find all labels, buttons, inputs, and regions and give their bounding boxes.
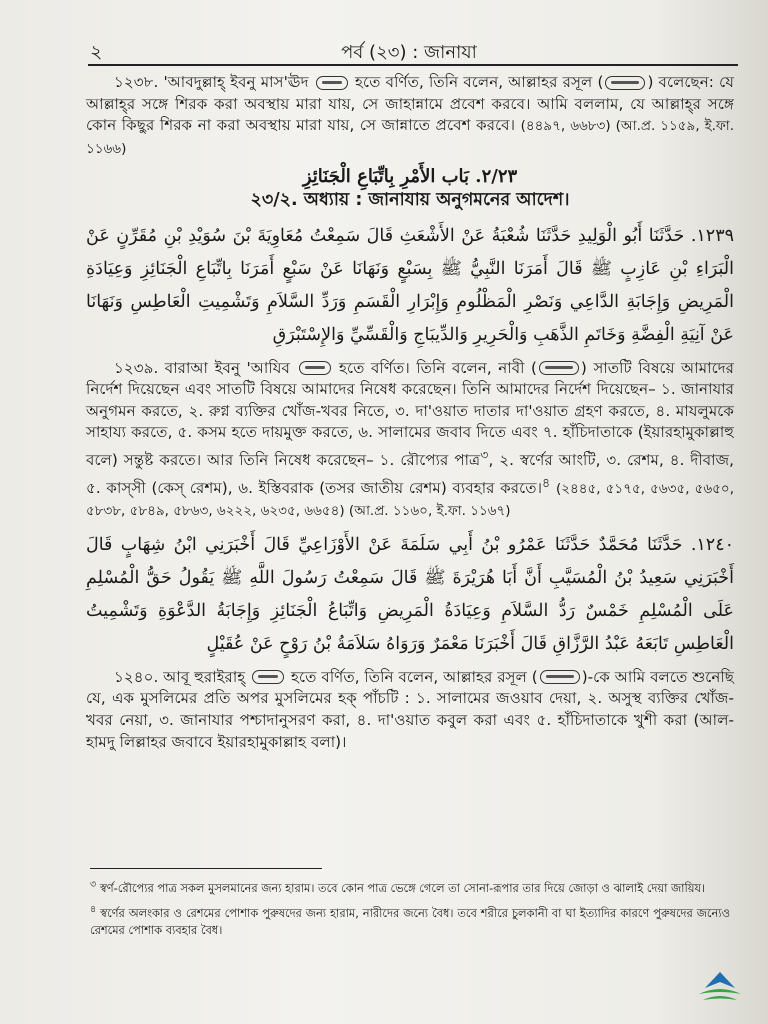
hadith-1238-refs: (৪৪৯৭, ৬৬৮৩) (আ.প্র. ১১৫৯, ই.ফা. ১১৬৬) — [86, 118, 735, 157]
footnotes — [90, 876, 730, 943]
hadith-1240-arabic: ١٢٤٠. حَدَّثَنَا مُحَمَّدٌ حَدَّثَنَا عَمْرُو بْنُ أَبِي سَلَمَةَ عَنْ الأَوْزَاعِيِّ قَالَ أَخْبَرَنِي ابْنُ شِهَابٍ قَالَ أَخْبَرَنِي سَعِيدُ بْنُ الْمُسَيَّبِ أَنَّ أَبَا هُرَيْرَةَ ﷺ قَالَ سَمِعْتُ رَسُولَ اللَّهِ ﷺ يَقُولُ حَقُّ الْمُسْلِمِ عَلَى الْمُسْلِمِ خَمْسٌ رَدُّ السَّلاَمِ وَعِيَادَةُ الْمَرِيضِ وَاتِّبَاعُ الْجَنَائِزِ وَإِجَابَةُ الدَّعْوَةِ وَتَشْمِيتُ الْعَاطِسِ تَابَعَهُ عَبْدُ الرَّزَّاقِ قَالَ أَخْبَرَنَا مَعْمَرٌ وَرَوَاهُ سَلاَمَةُ بْنُ رَوْحٍ عَنْ عُقَيْلٍ — [86, 534, 734, 654]
footnote-3 — [90, 876, 730, 897]
hadith-1239-narrator: ১২৩৯. বারাআ ইবনু 'আযিব — [114, 358, 290, 377]
hadith-1240-narrator: ১২৪০. আবূ হুরাইরাহ্‌ — [114, 667, 246, 686]
footnote-text: স্বর্ণের অলংকার ও রেশমের পোশাক পুরুষদের জন্য হারাম, নারীদের জন্যে বৈধ। তবে শরীরে চুলকানী বা ঘা ইত্যাদির কারণে পুরুষদের জন্যেও রেশমের পোশাক ব্যবহার বৈধ। — [90, 905, 730, 937]
hadith-1239-refs: (২৪৪৫, ৫১৭৫, ৫৬৩৫, ৫৬৫০, ৫৮৩৮, ৫৮৪৯, ৫৮৬৩, ৬২২২, ৬২৩৫, ৬৬৫৪) (আ.প্র. ১১৬০, ই.ফা. ১১৬৭) — [86, 480, 735, 520]
hadith-1239-arabic: ١٢٣٩. حَدَّثَنَا أَبُو الْوَلِيدِ حَدَّثَنَا شُعْبَةُ عَنْ الأَشْعَثِ قَالَ سَمِعْتُ مُعَاوِيَةَ بْنَ سُوَيْدِ بْنِ مُقَرِّنٍ عَنْ الْبَرَاءِ بْنِ عَازِبٍ ﷺ قَالَ أَمَرَنَا النَّبِيُّ ﷺ بِسَبْعٍ وَنَهَانَا عَنْ سَبْعٍ أَمَرَنَا بِاتِّبَاعِ الْجَنَائِزِ وَعِيَادَةِ الْمَرِيضِ وَإِجَابَةِ الدَّاعِي وَنَصْرِ الْمَظْلُومِ وَإِبْرَارِ الْقَسَمِ وَرَدِّ السَّلاَمِ وَتَشْمِيتِ الْعَاطِسِ وَنَهَانَا عَنْ آنِيَةِ الْفِضَّةِ وَخَاتَمِ الذَّهَبِ وَالْحَرِيرِ وَالدِّيبَاجِ وَالْقَسِّيِّ وَالإِسْتَبْرَقِ — [86, 225, 734, 345]
publisher-logo-icon — [695, 968, 745, 1008]
footnote-rule — [90, 868, 322, 869]
radiyallahu-anhu-icon — [299, 361, 331, 375]
footnote-text: স্বর্ণ-রৌপ্যের পাত্র সকল মুসলমানের জন্য হারাম। তবে কোন পাত্র ভেঙ্গে গেলে তা সোনা-রূপার তার দিয়ে জোড়া ও ঝালাই দেয়া জায়িয। — [99, 880, 706, 895]
radiyallahu-anhu-icon — [252, 670, 284, 684]
hadith-1239-text-b: ) সাতটি বিষয়ে আমাদের নির্দেশ দিয়েছেন এবং সাতটি বিষয়ে আমাদের নিষেধ করেছেন। তিনি আমাদের নির্দেশ দিয়েছেন– ১. জানাযার অনুগমন করতে, ২. রুগ্ন ব্যক্তির খোঁজ-খবর নিতে, ৩. দা'ওয়াত দাতার দা'ওয়াত গ্রহণ করতে, ৪. মাযলুমকে সাহায্য করতে, ৫. কসম হতে দায়মুক্ত করতে, ৬. সালামের জবাব দিতে এবং ৭. হাঁচিদাতাকে (ইয়ারহামুকাল্লাহু বলে) সন্তুষ্ট করতে। আর তিনি নিষেধ করেছেন– ১. রৌপ্যের পাত্র — [86, 358, 735, 469]
hadith-1238-text-a: হতে বর্ণিত, তিনি বলেন, আল্লাহর রসূল ( — [354, 73, 604, 91]
hadith-1238 — [86, 72, 734, 160]
salallahu-alaihi-icon — [540, 670, 580, 684]
page-number: ২ — [90, 41, 103, 63]
hadith-1239-text-c: , ২. স্বর্ণের আংটি, ৩. রেশম, ৪. দীবাজ, ৫. কাস্‌সী (কেস্‌ রেশম), ৬. ইস্তিবরাক (তসর জাতীয় রেশম) ব্যবহার করতে। — [86, 451, 735, 497]
footnote-mark: ৪ — [90, 903, 97, 915]
hadith-1240-text-a: হতে বর্ণিত, তিনি বলেন, আল্লাহর রসূল ( — [291, 667, 538, 686]
hadith-1238-narrator: ১২৩৮. 'আবদুল্লাহ্‌ ইবনু মাস'ঊদ — [114, 73, 309, 91]
salallahu-alaihi-icon — [539, 361, 579, 375]
header-rule — [88, 64, 738, 66]
hadith-1239 — [86, 358, 734, 523]
chapter-title: পর্ব (২৩) : জানাযা — [341, 42, 477, 63]
page-body — [86, 72, 734, 759]
salallahu-alaihi-icon — [605, 76, 645, 90]
footnote-ref-3[interactable]: ৩ — [480, 446, 489, 462]
hadith-1240 — [86, 667, 734, 753]
chapter-heading-arabic: ٢/٢٣. بَاب الأَمْرِ بِاتِّبَاعِ الْجَنَائِزِ — [302, 166, 518, 188]
hadith-1240-text-b: )-কে আমি বলতে শুনেছি যে, এক মুসলিমের প্রতি অপর মুসলিমের হক্‌ পাঁচটি : ১. সালামের জওয়াব দেয়া, ২. অসুস্থ ব্যক্তির খোঁজ-খবর নেয়া, ৩. জানাযার পশ্চাদানুসরণ করা, ৪. দা'ওয়াত কবুল করা এবং ৫. হাঁচিদাতাকে খুশী করা (আল-হামদু লিল্লাহর জবাবে ইয়ারহামুকাল্লাহ বলা)। — [86, 667, 735, 751]
running-header — [90, 38, 728, 66]
chapter-heading-bengali: ২৩/২. অধ্যায় : জানাযায় অনুগমনের আদেশ। — [250, 189, 570, 210]
hadith-1238-text-b: ) বলেছেন: যে আল্লাহ্‌র সঙ্গে শিরক করা অবস্থায় মারা যায়, সে জাহান্নামে প্রবেশ করবে। আমি বললাম, যে আল্লাহ্‌র সঙ্গে কোন কিছুর শিরক না করা অবস্থায় মারা যায়, সে জান্নাতে প্রবেশ করবে। — [86, 73, 734, 135]
footnote-4 — [90, 901, 730, 939]
footnote-mark: ৩ — [90, 879, 97, 890]
hadith-1239-text-a: হতে বর্ণিত। তিনি বলেন, নাবী ( — [339, 358, 537, 377]
radiyallahu-anhu-icon — [316, 76, 348, 90]
footnote-ref-4[interactable]: ৪ — [542, 474, 551, 490]
